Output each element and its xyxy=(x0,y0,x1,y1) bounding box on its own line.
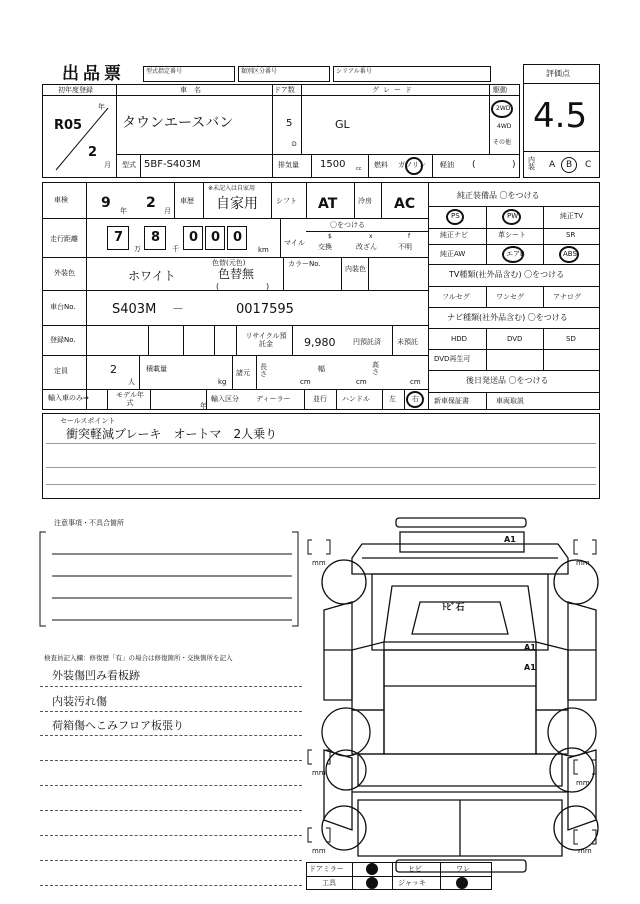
equip-pw: PW xyxy=(507,212,519,220)
equip-sr: SR xyxy=(566,231,576,239)
equip-pw-circle xyxy=(502,209,521,225)
equip-ps-circle xyxy=(446,209,464,225)
load-kg: kg xyxy=(218,378,227,386)
sales-point-label: セールスポイント xyxy=(60,417,116,425)
unregistered-note: ※未記入は自家用 xyxy=(208,185,256,192)
history-label: 車歴 xyxy=(180,197,194,205)
navi-sd: SD xyxy=(566,335,576,343)
history-value: 自家用 xyxy=(216,196,258,212)
equip-airbag-circle xyxy=(502,246,524,263)
tv-fullseg: フルセグ xyxy=(442,293,470,301)
mileage-digit-4: 0 xyxy=(211,230,221,245)
deposit-not: 未預託 xyxy=(397,338,418,346)
shift-value: AT xyxy=(318,196,338,212)
mm-label-5: mm xyxy=(312,847,326,855)
damage-a1-top: A1 xyxy=(504,535,516,544)
mileage-unknown: 不明 xyxy=(398,243,412,251)
mileage-sen: 千 xyxy=(172,245,179,253)
fuel-gasoline: ガソリン xyxy=(398,161,426,169)
legend-break: ワレ xyxy=(456,865,470,873)
later-title: 後日発送品 〇をつける xyxy=(466,376,549,385)
model-value: 5BF-S403M xyxy=(144,159,201,170)
mileage-sym-unknown: f xyxy=(408,233,411,240)
import-parallel: 並行 xyxy=(313,395,327,403)
model-label: 型式 xyxy=(122,161,136,169)
equip-abs: ABS xyxy=(563,250,577,258)
ac-value: AC xyxy=(394,196,416,212)
tv-type-title: TV種類(社外品含む) 〇をつける xyxy=(449,270,565,279)
legend-jack-mark xyxy=(456,877,468,889)
interior-c: C xyxy=(585,160,592,170)
equipment-title: 純正装備品 〇をつける xyxy=(457,191,540,200)
handle-left: 左 xyxy=(389,395,396,403)
equip-leather: 革シート xyxy=(498,231,526,239)
drive-2wd-circle xyxy=(491,100,513,118)
deposit-done: 円預託済 xyxy=(353,338,381,346)
mm-label-4: mm xyxy=(576,779,590,787)
first-reg-year: R05 xyxy=(54,118,83,133)
notes-title: 注意事項・不具合箇所 xyxy=(54,519,124,527)
serial-label: シリアル番号 xyxy=(336,68,372,75)
drive-label: 駆動 xyxy=(493,86,507,94)
chassis-dash: － xyxy=(172,302,185,316)
import-type-label: 輸入区分 xyxy=(211,395,239,403)
sheet-title: 出品票 xyxy=(62,64,125,84)
doors-value: 5 xyxy=(286,118,293,129)
mileage-exchange: 交換 xyxy=(318,243,332,251)
notes-bracket xyxy=(36,530,306,630)
fuel-gasoline-circle xyxy=(405,157,423,175)
mileage-circle-note: 〇をつける xyxy=(330,221,365,229)
inspection-label: 車検 xyxy=(54,196,68,204)
legend-tool: 工具 xyxy=(322,879,336,887)
legend-door-mirror-mark xyxy=(366,863,378,875)
fuel-paren-open: ( xyxy=(472,160,476,170)
capacity-unit: 人 xyxy=(128,378,135,386)
import-label: 輸入車のみ⇒ xyxy=(48,394,89,402)
grade-label: グレード xyxy=(372,86,416,94)
mm-label-2: mm xyxy=(576,559,590,567)
registration-label: 登録No. xyxy=(50,336,76,344)
interior-label: 内装 xyxy=(528,156,535,171)
sales-point-box xyxy=(42,413,600,499)
length-cm: cm xyxy=(300,378,311,386)
inspection-year: 9 xyxy=(101,195,111,211)
repaint-value: 色替無 xyxy=(218,267,255,281)
height-cm: cm xyxy=(410,378,421,386)
later-warranty: 新車保証書 xyxy=(434,397,469,405)
equip-abs-circle xyxy=(559,246,579,263)
repaint-label: 色替(元色) xyxy=(212,259,246,267)
load-label: 積載量 xyxy=(146,365,167,373)
interior-b: B xyxy=(566,160,573,170)
doors-label: ドア数 xyxy=(274,86,295,94)
damage-chip: ﾄﾋﾞ石 xyxy=(442,603,465,613)
width-cm: cm xyxy=(356,378,367,386)
notes-line-3: 荷箱傷へこみフロア板張り xyxy=(52,719,184,732)
height-label: 高さ xyxy=(372,361,379,376)
mileage-sym-exchange: $ xyxy=(328,233,332,240)
displacement-value: 1500 xyxy=(320,159,346,170)
chassis-label: 車台No. xyxy=(50,303,76,311)
equip-navi: 純正ナビ xyxy=(440,231,468,239)
equip-tv: 純正TV xyxy=(560,212,584,220)
mileage-km: km xyxy=(258,246,269,254)
interior-color-label: 内装色 xyxy=(345,265,366,273)
mileage-digit-3: 0 xyxy=(189,230,199,245)
score-value: 4.5 xyxy=(533,96,588,136)
damage-a1-side-1: A1 xyxy=(524,643,536,652)
drive-other: その他 xyxy=(493,139,512,146)
mm-label-6: mm xyxy=(578,847,592,855)
model-year-char: 年 xyxy=(200,402,207,410)
fuel-light-oil: 軽油 xyxy=(440,161,454,169)
mileage-sym-modified: x xyxy=(369,233,373,240)
later-manual: 車両取説 xyxy=(496,397,524,405)
handle-label: ハンドル xyxy=(342,395,370,403)
model-year-label: モデル年式 xyxy=(116,391,144,407)
drive-2wd: 2WD xyxy=(496,105,511,112)
year-char: 年 xyxy=(98,103,105,111)
equip-aw: 純正AW xyxy=(440,250,466,258)
inspection-month: 2 xyxy=(146,195,156,211)
handle-right: 右 xyxy=(412,395,419,403)
inspection-year-char: 年 xyxy=(120,207,127,215)
chassis-number: 0017595 xyxy=(236,302,294,317)
notes-line-2: 内装汚れ傷 xyxy=(52,695,107,708)
legend-door-mirror: ドアミラー xyxy=(309,865,344,873)
mileage-digit-5: 0 xyxy=(233,230,243,245)
color-no-label: カラーNo. xyxy=(288,260,321,268)
car-name: タウンエースバン xyxy=(122,115,234,131)
handle-right-circle xyxy=(406,391,424,408)
legend-crack: ヒビ xyxy=(408,865,422,873)
recycle-label: リサイクル預託金 xyxy=(245,332,287,349)
capacity-label: 定員 xyxy=(54,367,68,375)
navi-dvd: DVD xyxy=(507,335,523,343)
capacity-value: 2 xyxy=(110,363,117,376)
displacement-cc: cc xyxy=(356,166,362,172)
car-diagram xyxy=(300,510,620,890)
equip-airbag: エアB xyxy=(506,250,525,258)
doors-d: D xyxy=(292,141,297,148)
mileage-digit-1: 7 xyxy=(114,230,124,245)
inspector-label: 検査員記入欄：修復歴「有」の場合は修復箇所・交換箇所を記入 xyxy=(44,654,233,662)
ac-label: 冷房 xyxy=(358,197,372,205)
tv-analog: アナログ xyxy=(553,293,581,301)
color-value: ホワイト xyxy=(128,269,176,283)
first-reg-label: 初年度登録 xyxy=(58,86,93,94)
import-dealer: ディーラー xyxy=(256,395,291,403)
equip-ps: PS xyxy=(451,212,460,220)
mm-label-1: mm xyxy=(312,559,326,567)
mileage-digit-2: 8 xyxy=(151,230,161,245)
notes-line-1: 外装傷凹み看板跡 xyxy=(52,669,140,682)
inspection-month-char: 月 xyxy=(164,207,171,215)
mm-label-3: mm xyxy=(312,769,326,777)
interior-a: A xyxy=(549,160,556,170)
fuel-label: 燃料 xyxy=(374,161,388,169)
mileage-man: 万 xyxy=(134,245,141,253)
model-cert-label: 型式指定番号 xyxy=(146,68,183,75)
mileage-label: 走行距離 xyxy=(50,235,78,243)
color-label: 外装色 xyxy=(54,269,75,277)
mileage-mile: マイル xyxy=(284,239,305,247)
damage-a1-side-2: A1 xyxy=(524,663,536,672)
fuel-paren-close: ) xyxy=(512,160,516,170)
tv-oneseg: ワンセグ xyxy=(496,293,524,301)
car-name-label: 車 名 xyxy=(180,86,201,94)
chassis-prefix: S403M xyxy=(112,302,157,317)
sales-point-text: 衝突軽減ブレーキ オートマ 2人乗り xyxy=(66,427,278,441)
mileage-modified: 改ざん xyxy=(356,243,377,251)
drive-4wd: 4WD xyxy=(497,123,512,130)
score-label: 評価点 xyxy=(546,69,570,78)
first-reg-month: 2 xyxy=(88,145,98,160)
displacement-label: 排気量 xyxy=(278,161,299,169)
month-char: 月 xyxy=(104,161,111,169)
navi-hdd: HDD xyxy=(451,335,468,343)
legend-jack: ジャッキ xyxy=(398,879,426,887)
legend-tool-mark xyxy=(366,877,378,889)
class-label: 類別区分番号 xyxy=(241,68,278,75)
shift-label: シフト xyxy=(276,197,297,205)
length-label: 長さ xyxy=(260,363,267,378)
navi-type-title: ナビ種類(社外品含む) 〇をつける xyxy=(447,313,568,322)
recycle-amount: 9,980 xyxy=(304,336,336,349)
dvd-play: DVD再生可 xyxy=(434,355,471,363)
dims-label: 諸元 xyxy=(236,369,250,377)
width-label: 幅 xyxy=(318,365,325,373)
grade-value: GL xyxy=(335,118,350,131)
interior-b-circle xyxy=(561,157,577,173)
